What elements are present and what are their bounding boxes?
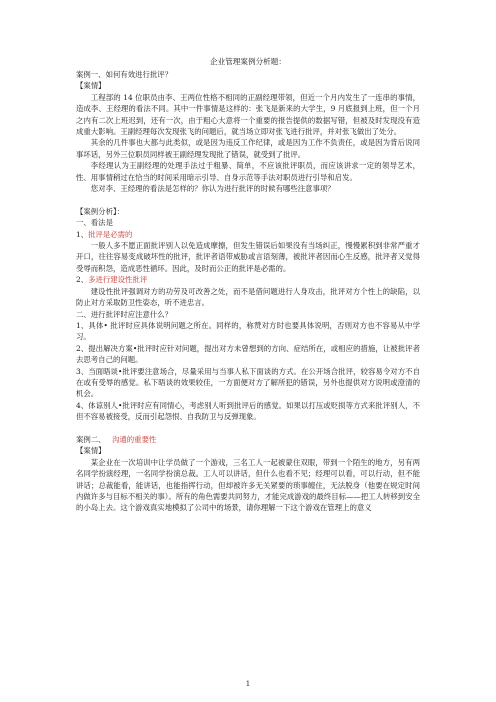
case-two-heading-prefix: 案例二、	[76, 434, 106, 444]
case-two-paragraph-1: 某企业在一次培训中让学员做了一个游戏，三名工人一起被蒙住双眼，带到一个陌生的地方，另有两名同学扮演经理，一名同学扮演总裁。工人可以讲话，但什么也看不见；经理可以看，可以行动，但不能讲话；总裁能看，能讲话，也能指挥行动，但却被许多无关紧要的琐事缠住，无法脱身（他要在规定时间内做许多与目标不相关的事）。所有的角色需要共同努力，才能完成游戏的最终目标——把工人转移到安全的小岛上去。这个游戏真实地模拟了公司中的场景，请你理解一下这个游戏在管理上的意义	[76, 457, 420, 513]
case-one-paragraph-3: 李经理认为王副经理的处理手法过于粗暴、简单，不应该批评职员，而应该讲求一定的领导艺术，性、用事情稍过在恰当的时间采用暗示引导、自身示范等手法对职员进行引导和启发。	[76, 161, 420, 182]
point-2: 2、提出解决方案•批评时应针对问题，提出对方未曾想到的方向、症结所在，或相应的措施，让被批评者去思考自己的问题。	[76, 343, 420, 365]
spacer	[76, 194, 420, 205]
subheading-1	[76, 229, 420, 240]
subheading-1-text: 批评是必需的	[88, 229, 133, 239]
case-two-heading	[76, 434, 420, 445]
case-one-heading: 案例一、如何有效进行批评？	[76, 70, 173, 79]
case-two-tag: 【案情】	[76, 446, 106, 456]
point-1: 1、具体• 批评时应具体说明问题之所在。同样的，称赞对方时也要具体说明，否则对方也不容易从中学习。	[76, 320, 420, 342]
case-one-paragraph-2: 其余的几件事也大都与此类似，或是因为违反工作纪律，或是因为工作不负责任，或是因为背后说同事坏话，另外三位职员同样被王副经理发现批了错误，就受到了批评。	[76, 138, 420, 159]
case-one-paragraph-1: 工程部的 14 位职员由李、王两位性格不相同的正副经理带领，但近一个月内发生了一连串的事情，造成李、王经理的看法不同。其中一件事情是这样的：张飞是新来的大学生，9 月底报到上班，但一个月之内有二次上班迟到，还有一次，由于粗心大意将一个重要的报告提供的数据写错，但被及时发现没有造成重大影响。王副经理每次发现张飞的问题后，就当场立即对张飞进行批评，并对张飞做出了处分。	[76, 92, 420, 137]
subheading-2	[76, 274, 420, 285]
section-two-heading: 二、进行批评时应注意什么？	[76, 309, 173, 319]
page-number: 1	[245, 680, 251, 688]
point-3: 3、当面晤谈•批评要注意场合，尽量采用与当事人私下面谈的方式。在公开场合批评，较容易令对方不自在或有受辱的感觉。私下晤谈的效果较佳，一方面便对方了解所犯的错误，另外也提供对方说明或澄清的机会。	[76, 366, 420, 399]
document-title: 企业管理案例分析题：	[210, 57, 286, 66]
spacer	[76, 423, 420, 434]
case-two-heading-title: 沟通的重要性	[112, 434, 157, 444]
case-one-question: 您对李、王经理的看法是怎样的？你认为进行批评的时候有哪些注意事项？	[90, 184, 335, 194]
subheading-2-text: 多进行建设性批评	[88, 275, 148, 285]
case-one-tag: 【案情】	[76, 81, 106, 91]
subheading-2-paragraph: 建设性批评强调对方的功劳及可改善之处，而不是借问题进行人身攻击，批评对方个性上的缺陷，以防止对方采取防卫性姿态，听不进忠言。	[76, 286, 420, 308]
subheading-1-number: 1、	[76, 229, 89, 239]
point-4: 4、体谅别人•批评时应有同情心，考虑别人听到批评后的感觉。如果以打压或贬损等方式来批评别人，不但不容易被接受，反而引起怨恨、自我防卫与反弹现象。	[76, 400, 420, 422]
document-page	[76, 56, 420, 514]
subheading-2-number: 2、	[76, 275, 89, 285]
subheading-1-paragraph: 一般人多不愿正面批评别人以免造成摩擦，但发生错误后如果没有当场纠正，慢慢累积到非常严重才开口，往往容易变成破坏性的批评，批评者语带威胁或言语刻薄，被批评者因而心生反感，批评者又觉得受辱而积怨，造成恶性循环。因此，及时而公正的批评是必需的。	[76, 241, 420, 273]
section-one-heading: 一、看法是	[76, 218, 113, 228]
analysis-tag: 【案例分析】：	[76, 206, 125, 216]
